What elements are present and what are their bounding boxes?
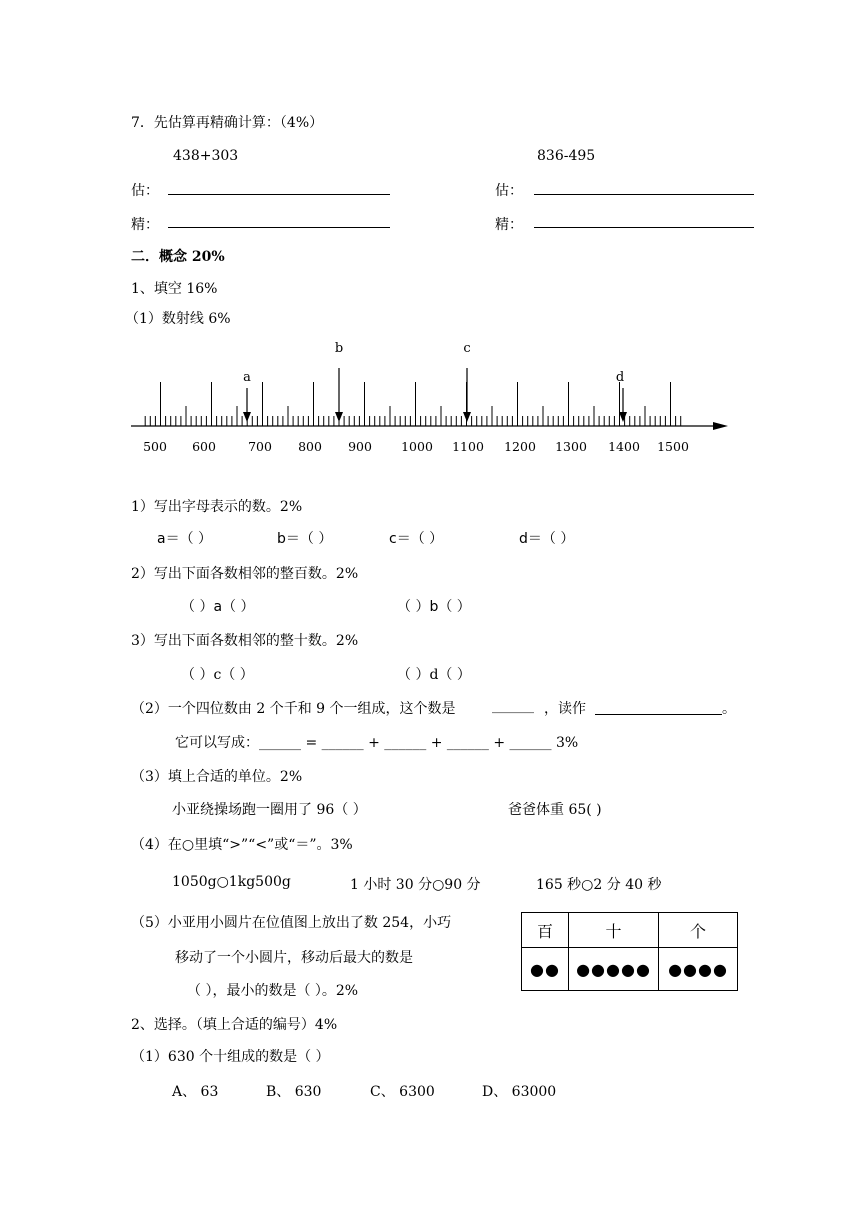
estimate-label-right: 估： xyxy=(495,183,523,199)
choice-question-1[interactable]: （1）630 个十组成的数是（ ） xyxy=(131,1049,330,1065)
q2-number-blank[interactable]: ______ xyxy=(492,698,534,714)
tick-label: 800 xyxy=(298,439,322,454)
q2-text-a: （2）一个四位数由 2 个千和 9 个一组成，这个数是 xyxy=(131,701,456,717)
neighbor-hundreds-a[interactable]: （ ）a（ ） xyxy=(181,599,255,615)
number-line-tick-labels xyxy=(143,439,689,454)
q2-text-b: ，读作 xyxy=(544,701,586,717)
number-line-ticks xyxy=(145,382,681,426)
q3-right[interactable]: 爸爸体重 65( ) xyxy=(508,802,602,818)
answer-c[interactable]: c＝（ ） xyxy=(389,531,444,547)
q5-line-2: 移动了一个小圆片，移动后最大的数是 xyxy=(175,950,413,966)
tick-label: 600 xyxy=(192,439,216,454)
q4-title: （4）在○里填“>”“<”或“＝”。3% xyxy=(131,837,353,853)
place-value-table xyxy=(521,912,738,991)
q2-reading-line[interactable] xyxy=(595,714,722,715)
sub3-title: 3）写出下面各数相邻的整十数。2% xyxy=(131,633,359,649)
neighbor-hundreds-b[interactable]: （ ）b（ ） xyxy=(397,599,471,615)
neighbor-tens-c[interactable]: （ ）c（ ） xyxy=(181,667,254,683)
place-dots-hundreds: ●● xyxy=(522,948,569,991)
tick-label: 1100 xyxy=(452,439,484,454)
place-header-hundreds: 百 xyxy=(522,913,569,948)
choice-option-c[interactable]: C、 6300 xyxy=(370,1084,435,1100)
number-line-arrowhead xyxy=(713,422,728,430)
choice-title: 2、选择。（填上合适的编号）4% xyxy=(131,1017,338,1033)
q3-title: （3）填上合适的单位。2% xyxy=(131,769,303,785)
q4-item-3[interactable]: 165 秒○2 分 40 秒 xyxy=(536,877,662,893)
q7-expr-right: 836-495 xyxy=(537,148,596,164)
letter-c: c xyxy=(463,341,471,356)
tick-label: 500 xyxy=(143,439,167,454)
place-dots-ones: ●●●● xyxy=(659,948,738,991)
answer-d[interactable]: d＝（ ） xyxy=(519,531,575,547)
arrow-a-head xyxy=(243,412,251,422)
answer-b[interactable]: b＝（ ） xyxy=(277,531,333,547)
arrow-c-head xyxy=(463,412,471,422)
choice-option-b[interactable]: B、 630 xyxy=(266,1084,322,1100)
exact-label-right: 精： xyxy=(495,217,523,233)
q3-left[interactable]: 小亚绕操场跑一圈用了 96（ ） xyxy=(172,802,367,818)
neighbor-tens-d[interactable]: （ ）d（ ） xyxy=(397,667,471,683)
letter-b: b xyxy=(334,341,344,356)
q2-expanded-form[interactable]: 它可以写成：______ = ______ + ______ + ______ + ______ 3% xyxy=(175,735,579,751)
estimate-label-left: 估： xyxy=(131,183,159,199)
letter-a: a xyxy=(243,370,251,385)
number-line-letters xyxy=(243,341,627,422)
place-header-ones: 个 xyxy=(659,913,738,948)
q7-expr-left: 438+303 xyxy=(173,148,239,164)
choice-option-d[interactable]: D、 63000 xyxy=(482,1084,557,1100)
choice-option-a[interactable]: A、 63 xyxy=(172,1084,219,1100)
number-line xyxy=(0,0,860,470)
tick-label: 1400 xyxy=(608,439,640,454)
arrow-b-head xyxy=(335,412,343,422)
tick-label: 1200 xyxy=(504,439,536,454)
place-dots-tens: ●●●●● xyxy=(569,948,659,991)
q4-item-1[interactable]: 1050g○1kg500g xyxy=(172,874,291,890)
tick-label: 1000 xyxy=(401,439,433,454)
tick-label: 1300 xyxy=(555,439,587,454)
place-header-tens: 十 xyxy=(569,913,659,948)
q5-line-3[interactable]: （ ），最小的数是（ ）。2% xyxy=(187,983,359,999)
q7-title: 7．先估算再精确计算：（4%） xyxy=(131,115,324,131)
letter-d: d xyxy=(615,370,625,385)
q2-text-end: 。 xyxy=(722,701,736,717)
answer-a[interactable]: a＝（ ） xyxy=(157,531,213,547)
numberline-title: （1）数射线 6% xyxy=(125,311,231,327)
tick-label: 700 xyxy=(248,439,272,454)
fill-title: 1、填空 16% xyxy=(131,281,218,297)
q4-item-2[interactable]: 1 小时 30 分○90 分 xyxy=(350,877,481,893)
arrow-d-head xyxy=(619,412,627,422)
tick-label: 1500 xyxy=(657,439,689,454)
section-title: 二．概念 20% xyxy=(131,249,225,265)
tick-label: 900 xyxy=(348,439,372,454)
sub1-title: 1）写出字母表示的数。2% xyxy=(131,499,303,515)
sub2-title: 2）写出下面各数相邻的整百数。2% xyxy=(131,566,359,582)
exact-label-left: 精： xyxy=(131,217,159,233)
q5-line-1: （5）小亚用小圆片在位值图上放出了数 254，小巧 xyxy=(131,915,452,931)
